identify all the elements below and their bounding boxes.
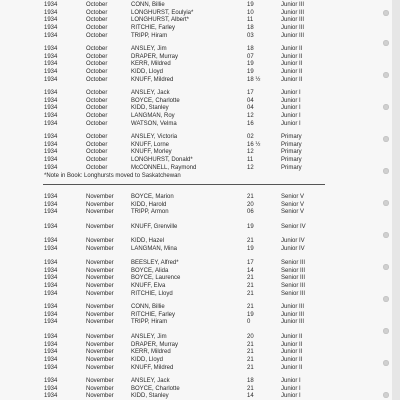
- cell-grade: Primary: [281, 164, 302, 171]
- cell-month: October: [86, 69, 108, 76]
- cell-year: 1934: [44, 46, 58, 52]
- cell-age: 20: [247, 201, 254, 208]
- cell-year: 1934: [44, 149, 58, 156]
- table-row: [0, 283, 392, 291]
- cell-grade: Junior II: [281, 364, 303, 371]
- cell-age: 21: [247, 357, 254, 364]
- cell-grade: Junior I: [281, 385, 301, 392]
- cell-year: 1934: [44, 113, 58, 120]
- cell-grade: Junior IV: [281, 245, 305, 252]
- cell-month: October: [86, 25, 108, 32]
- cell-age: 12: [247, 149, 254, 156]
- cell-grade: Junior III: [281, 9, 305, 16]
- cell-name: TRIPP, Hiram: [131, 32, 168, 39]
- cell-age: 17: [247, 90, 254, 96]
- cell-age: 20: [247, 334, 254, 340]
- table-row: [0, 349, 392, 357]
- record-group: [0, 90, 392, 128]
- cell-name: KIDD, Stanley: [131, 105, 169, 112]
- cell-grade: Junior I: [281, 393, 301, 400]
- cell-name: ANSLEY, Jack: [131, 378, 170, 384]
- cell-name: BEESLEY, Alfred*: [131, 260, 179, 266]
- cell-grade: Junior III: [281, 32, 305, 39]
- cell-grade: Junior III: [281, 25, 305, 32]
- cell-age: 11: [247, 157, 254, 164]
- cell-month: November: [86, 393, 114, 400]
- cell-month: November: [86, 319, 114, 326]
- binder-hole: [383, 392, 389, 398]
- cell-name: BOYCE, Marion: [131, 194, 174, 200]
- cell-age: 21: [247, 194, 254, 200]
- cell-grade: Junior III: [281, 17, 305, 24]
- cell-age: 06: [247, 209, 254, 216]
- cell-age: 03: [247, 32, 254, 39]
- cell-month: October: [86, 105, 108, 112]
- cell-month: November: [86, 245, 114, 252]
- table-row: [0, 157, 392, 165]
- binder-hole: [383, 72, 389, 78]
- table-row: [0, 113, 392, 121]
- cell-age: 18 ½: [247, 76, 261, 83]
- cell-month: November: [86, 267, 114, 274]
- cell-name: BOYCE, Charlotte: [131, 385, 180, 392]
- table-row: [0, 77, 392, 85]
- cell-year: 1934: [44, 76, 58, 83]
- table-row: [0, 90, 392, 98]
- record-group: [0, 378, 392, 400]
- cell-month: November: [86, 349, 114, 356]
- table-row: [0, 54, 392, 62]
- cell-age: 21: [247, 238, 254, 244]
- cell-grade: Primary: [281, 149, 302, 156]
- cell-grade: Junior II: [281, 61, 303, 68]
- cell-name: KIDD, Harold: [131, 201, 167, 208]
- cell-year: 1934: [44, 69, 58, 76]
- cell-age: 04: [247, 97, 254, 104]
- cell-name: RITCHIE, Farley: [131, 311, 176, 318]
- cell-month: October: [86, 76, 108, 83]
- cell-year: 1934: [44, 378, 58, 384]
- cell-month: October: [86, 149, 108, 156]
- table-row: [0, 386, 392, 394]
- cell-name: KIDD, Hazel: [131, 238, 165, 244]
- cell-year: 1934: [44, 90, 58, 96]
- cell-name: KERR, Mildred: [131, 61, 171, 68]
- table-row: [0, 319, 392, 327]
- cell-month: October: [86, 97, 108, 104]
- cell-year: 1934: [44, 245, 58, 252]
- table-row: [0, 25, 392, 33]
- table-row: [0, 238, 392, 246]
- cell-name: LANGMAN, Mina: [131, 245, 178, 252]
- table-row: [0, 142, 392, 150]
- cell-name: CONN, Billie: [131, 2, 165, 8]
- cell-year: 1934: [44, 194, 58, 200]
- cell-month: November: [86, 290, 114, 297]
- cell-age: 21: [247, 364, 254, 371]
- cell-grade: Junior III: [281, 311, 305, 318]
- cell-month: November: [86, 385, 114, 392]
- cell-month: November: [86, 334, 114, 340]
- cell-name: WATSON, Velma: [131, 120, 177, 127]
- binder-holes: [380, 0, 392, 400]
- cell-name: RITCHIE, Lloyd: [131, 290, 173, 297]
- record-group: [0, 2, 392, 40]
- cell-name: KIDD, Lloyd: [131, 357, 164, 364]
- cell-month: October: [86, 113, 108, 120]
- binder-hole: [383, 136, 389, 142]
- cell-year: 1934: [44, 224, 58, 230]
- cell-year: 1934: [44, 2, 58, 8]
- cell-name: KERR, Mildred: [131, 349, 171, 356]
- cell-month: October: [86, 46, 108, 52]
- table-row: [0, 33, 392, 41]
- cell-year: 1934: [44, 341, 58, 348]
- cell-month: October: [86, 134, 108, 140]
- cell-month: October: [86, 2, 108, 8]
- cell-year: 1934: [44, 32, 58, 39]
- cell-name: LONGHURST, Donald*: [131, 157, 193, 164]
- cell-name: ANSLEY, Victoria: [131, 134, 178, 140]
- cell-year: 1934: [44, 141, 58, 148]
- cell-age: 14: [247, 267, 254, 274]
- cell-grade: Junior I: [281, 378, 301, 384]
- cell-age: 21: [247, 283, 254, 290]
- table-row: [0, 46, 392, 54]
- table-row: [0, 10, 392, 18]
- cell-age: 19: [247, 2, 254, 8]
- cell-month: October: [86, 90, 108, 96]
- table-row: [0, 17, 392, 25]
- cell-grade: Junior III: [281, 304, 305, 310]
- cell-month: October: [86, 120, 108, 127]
- cell-month: November: [86, 275, 114, 282]
- cell-age: 21: [247, 349, 254, 356]
- cell-age: 19: [247, 61, 254, 68]
- record-group: [0, 304, 392, 327]
- cell-name: KNUFF, Mildred: [131, 364, 174, 371]
- table-row: [0, 194, 392, 202]
- table-row: [0, 149, 392, 157]
- binder-hole: [383, 200, 389, 206]
- binder-hole: [383, 10, 389, 16]
- cell-name: KIDD, Lloyd: [131, 69, 164, 76]
- cell-month: October: [86, 141, 108, 148]
- cell-year: 1934: [44, 164, 58, 171]
- cell-age: 12: [247, 113, 254, 120]
- cell-age: 18: [247, 46, 254, 52]
- binder-hole: [383, 296, 389, 302]
- cell-name: DRAPER, Murray: [131, 53, 179, 60]
- cell-year: 1934: [44, 393, 58, 400]
- cell-year: 1934: [44, 61, 58, 68]
- cell-age: 12: [247, 164, 254, 171]
- table-row: [0, 312, 392, 320]
- table-row: [0, 209, 392, 217]
- cell-name: LONGHURST, Albert*: [131, 17, 190, 24]
- binder-hole: [383, 360, 389, 366]
- cell-month: November: [86, 364, 114, 371]
- cell-age: 04: [247, 105, 254, 112]
- table-row: [0, 69, 392, 77]
- cell-age: 02: [247, 134, 254, 140]
- cell-year: 1934: [44, 9, 58, 16]
- cell-grade: Junior II: [281, 69, 303, 76]
- cell-age: 21: [247, 385, 254, 392]
- cell-grade: Junior IV: [281, 238, 305, 244]
- cell-month: November: [86, 224, 114, 230]
- cell-year: 1934: [44, 283, 58, 290]
- cell-month: October: [86, 9, 108, 16]
- cell-age: 19: [247, 224, 254, 230]
- binder-hole: [383, 232, 389, 238]
- cell-grade: Junior I: [281, 90, 301, 96]
- cell-month: October: [86, 17, 108, 24]
- cell-name: RITCHIE, Farley: [131, 25, 176, 32]
- cell-year: 1934: [44, 385, 58, 392]
- cell-year: 1934: [44, 134, 58, 140]
- cell-name: TRIPP, Hiram: [131, 319, 168, 326]
- cell-name: BOYCE, Alida: [131, 267, 169, 274]
- cell-month: November: [86, 283, 114, 290]
- book-note: *Note in Book: Longhursts moved to Saskatchewan: [44, 173, 181, 179]
- cell-year: 1934: [44, 275, 58, 282]
- record-group: [0, 46, 392, 84]
- cell-month: November: [86, 304, 114, 310]
- cell-name: KNUFF, Lorne: [131, 141, 170, 148]
- cell-grade: Primary: [281, 157, 302, 164]
- cell-month: October: [86, 61, 108, 68]
- cell-age: 10: [247, 9, 254, 16]
- cell-name: McCONNELL, Raymond: [131, 164, 197, 171]
- record-group: [0, 134, 392, 172]
- cell-month: November: [86, 238, 114, 244]
- cell-name: LONGHURST, Eoulyia*: [131, 9, 194, 16]
- table-row: [0, 165, 392, 173]
- cell-grade: Junior III: [281, 319, 305, 326]
- cell-grade: Senior IV: [281, 224, 306, 230]
- cell-year: 1934: [44, 157, 58, 164]
- cell-year: 1934: [44, 238, 58, 244]
- cell-year: 1934: [44, 364, 58, 371]
- table-row: [0, 393, 392, 400]
- cell-month: October: [86, 164, 108, 171]
- cell-grade: Junior II: [281, 349, 303, 356]
- cell-age: 19: [247, 245, 254, 252]
- cell-age: 0: [247, 319, 251, 326]
- record-group: [0, 238, 392, 253]
- table-row: [0, 304, 392, 312]
- cell-name: ANSLEY, Jim: [131, 334, 167, 340]
- table-row: [0, 224, 392, 232]
- record-group: [0, 334, 392, 372]
- cell-grade: Senior III: [281, 267, 306, 274]
- table-row: [0, 365, 392, 373]
- cell-grade: Senior V: [281, 194, 305, 200]
- cell-name: KNUFF, Elva: [131, 283, 166, 290]
- cell-age: 21: [247, 304, 254, 310]
- cell-grade: Junior II: [281, 341, 303, 348]
- section-divider: [43, 184, 325, 185]
- cell-year: 1934: [44, 304, 58, 310]
- cell-grade: Junior II: [281, 46, 303, 52]
- table-row: [0, 61, 392, 69]
- cell-year: 1934: [44, 53, 58, 60]
- cell-age: 21: [247, 290, 254, 297]
- table-row: [0, 134, 392, 142]
- cell-grade: Junior I: [281, 97, 301, 104]
- cell-month: November: [86, 378, 114, 384]
- table-row: [0, 357, 392, 365]
- cell-year: 1934: [44, 349, 58, 356]
- cell-year: 1934: [44, 260, 58, 266]
- cell-month: November: [86, 357, 114, 364]
- cell-age: 19: [247, 311, 254, 318]
- cell-age: 11: [247, 17, 254, 24]
- binder-hole: [383, 40, 389, 46]
- table-row: [0, 268, 392, 276]
- record-group: [0, 260, 392, 298]
- cell-grade: Senior III: [281, 283, 306, 290]
- cell-year: 1934: [44, 267, 58, 274]
- table-row: [0, 202, 392, 210]
- cell-grade: Senior V: [281, 201, 305, 208]
- cell-name: LANGMAN, Roy: [131, 113, 175, 120]
- cell-year: 1934: [44, 334, 58, 340]
- cell-age: 18: [247, 378, 254, 384]
- cell-year: 1934: [44, 319, 58, 326]
- table-row: [0, 246, 392, 254]
- cell-age: 21: [247, 341, 254, 348]
- table-row: [0, 105, 392, 113]
- cell-name: KIDD, Stanley: [131, 393, 169, 400]
- cell-grade: Junior II: [281, 76, 303, 83]
- cell-name: BOYCE, Laurence: [131, 275, 181, 282]
- table-row: [0, 342, 392, 350]
- cell-name: TRIPP, Armon: [131, 209, 169, 216]
- cell-age: 19: [247, 69, 254, 76]
- cell-month: November: [86, 209, 114, 216]
- cell-name: CONN, Billie: [131, 304, 165, 310]
- cell-name: ANSLEY, Jim: [131, 46, 167, 52]
- cell-year: 1934: [44, 357, 58, 364]
- table-row: [0, 275, 392, 283]
- cell-month: October: [86, 32, 108, 39]
- cell-month: November: [86, 260, 114, 266]
- cell-month: October: [86, 53, 108, 60]
- cell-year: 1934: [44, 201, 58, 208]
- cell-name: DRAPER, Murray: [131, 341, 179, 348]
- cell-grade: Junior I: [281, 120, 301, 127]
- cell-year: 1934: [44, 120, 58, 127]
- cell-grade: Junior II: [281, 53, 303, 60]
- table-row: [0, 121, 392, 129]
- cell-grade: Senior III: [281, 275, 306, 282]
- cell-grade: Primary: [281, 141, 302, 148]
- cell-month: November: [86, 311, 114, 318]
- record-group: [0, 224, 392, 232]
- cell-month: November: [86, 341, 114, 348]
- cell-age: 07: [247, 53, 254, 60]
- binder-hole: [383, 264, 389, 270]
- cell-grade: Junior II: [281, 357, 303, 364]
- cell-age: 16 ½: [247, 141, 261, 148]
- cell-grade: Junior II: [281, 334, 303, 340]
- cell-year: 1934: [44, 105, 58, 112]
- cell-name: BOYCE, Charlotte: [131, 97, 180, 104]
- cell-age: 18: [247, 25, 254, 32]
- cell-name: KNUFF, Morley: [131, 149, 172, 156]
- cell-age: 14: [247, 393, 254, 400]
- table-row: [0, 291, 392, 299]
- cell-age: 21: [247, 275, 254, 282]
- cell-month: November: [86, 201, 114, 208]
- cell-year: 1934: [44, 290, 58, 297]
- cell-grade: Junior I: [281, 105, 301, 112]
- binder-hole: [383, 104, 389, 110]
- cell-month: November: [86, 194, 114, 200]
- cell-grade: Junior III: [281, 2, 305, 8]
- table-row: [0, 98, 392, 106]
- cell-name: ANSLEY, Jack: [131, 90, 170, 96]
- table-row: [0, 2, 392, 10]
- table-row: [0, 378, 392, 386]
- table-row: [0, 260, 392, 268]
- cell-year: 1934: [44, 209, 58, 216]
- cell-age: 16: [247, 120, 254, 127]
- cell-year: 1934: [44, 17, 58, 24]
- cell-grade: Primary: [281, 134, 302, 140]
- record-group: [0, 194, 392, 217]
- binder-hole: [383, 168, 389, 174]
- cell-grade: Senior III: [281, 260, 306, 266]
- cell-grade: Junior I: [281, 113, 301, 120]
- cell-name: KNUFF, Mildred: [131, 76, 174, 83]
- cell-grade: Senior V: [281, 209, 305, 216]
- binder-hole: [383, 328, 389, 334]
- cell-year: 1934: [44, 97, 58, 104]
- cell-month: October: [86, 157, 108, 164]
- cell-grade: Senior III: [281, 290, 306, 297]
- table-row: [0, 334, 392, 342]
- cell-year: 1934: [44, 25, 58, 32]
- cell-year: 1934: [44, 311, 58, 318]
- cell-age: 17: [247, 260, 254, 266]
- cell-name: KNUFF, Grenville: [131, 224, 178, 230]
